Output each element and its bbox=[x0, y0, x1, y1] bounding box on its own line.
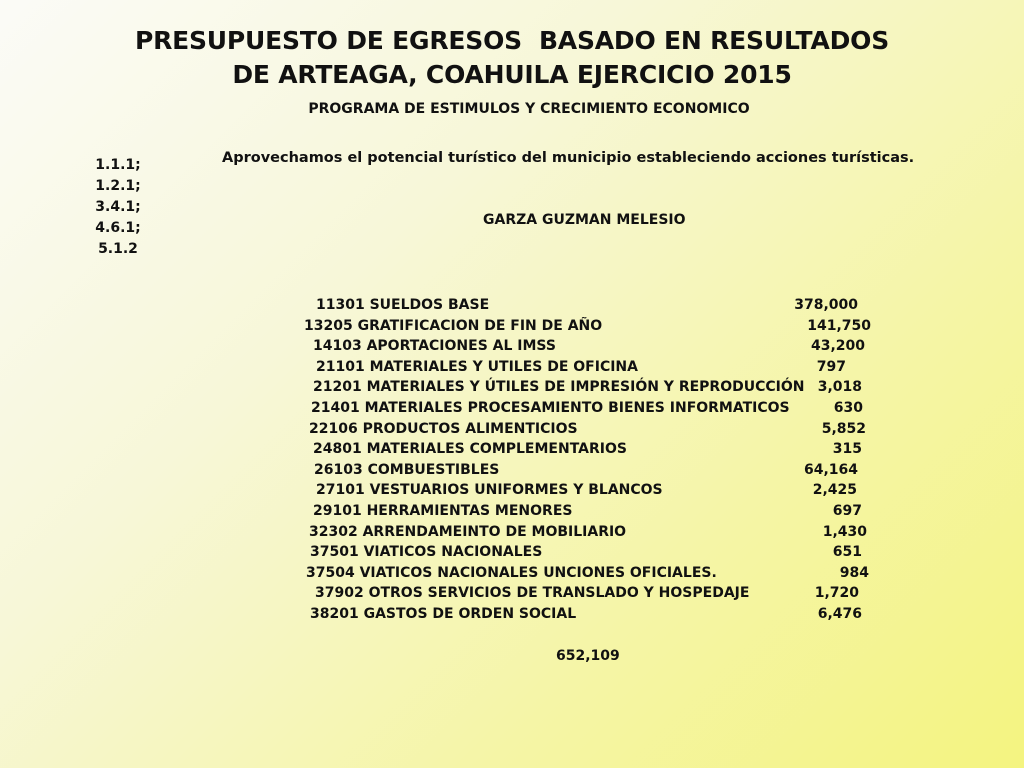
budget-row bbox=[0, 522, 1024, 543]
budget-amount: 3,018 bbox=[817, 379, 862, 396]
budget-concept: 24801 MATERIALES COMPLEMENTARIOS bbox=[313, 441, 627, 458]
code-item: 3.4.1; bbox=[95, 199, 141, 215]
budget-concept: 27101 VESTUARIOS UNIFORMES Y BLANCOS bbox=[316, 482, 663, 499]
budget-row bbox=[0, 419, 1024, 440]
budget-concept: 11301 SUELDOS BASE bbox=[316, 297, 490, 313]
budget-amount: 64,164 bbox=[803, 461, 858, 478]
budget-amount: 378,000 bbox=[794, 297, 858, 313]
budget-concept: 13205 GRATIFICACION DE FIN DE AÑO bbox=[304, 317, 603, 334]
responsible-name: GARZA GUZMAN MELESIO bbox=[483, 212, 686, 228]
budget-concept: 26103 COMBUESTIBLES bbox=[314, 461, 500, 478]
budget-concept: 37501 VIATICOS NACIONALES bbox=[310, 544, 543, 561]
budget-amount: 141,750 bbox=[807, 317, 871, 334]
budget-row bbox=[0, 398, 1024, 419]
budget-concept: 21201 MATERIALES Y ÚTILES DE IMPRESIÓN Y REPRODUCCIÓN bbox=[313, 379, 805, 396]
budget-row bbox=[0, 316, 1024, 337]
title-line-2: DE ARTEAGA, COAHUILA EJERCICIO 2015 bbox=[232, 60, 792, 89]
budget-amount: 43,200 bbox=[810, 338, 865, 355]
objective-text: Aprovechamos el potencial turístico del municipio estableciendo acciones turísticas. bbox=[222, 150, 915, 166]
budget-amount: 697 bbox=[832, 503, 862, 519]
budget-concept: 21101 MATERIALES Y UTILES DE OFICINA bbox=[316, 358, 638, 375]
budget-row bbox=[0, 439, 1024, 460]
program-name: PROGRAMA DE ESTIMULOS Y CRECIMIENTO ECONOMICO bbox=[308, 101, 750, 117]
code-item: 1.2.1; bbox=[95, 178, 141, 194]
code-item: 4.6.1; bbox=[95, 220, 141, 236]
budget-concept: 38201 GASTOS DE ORDEN SOCIAL bbox=[310, 606, 577, 622]
budget-total: 652,109 bbox=[556, 648, 620, 664]
budget-row bbox=[0, 480, 1024, 501]
budget-concept: 14103 APORTACIONES AL IMSS bbox=[313, 338, 556, 355]
budget-row bbox=[0, 563, 1024, 584]
code-item: 5.1.2 bbox=[98, 241, 138, 257]
budget-row bbox=[0, 377, 1024, 398]
budget-amount: 315 bbox=[832, 441, 862, 458]
budget-row bbox=[0, 460, 1024, 481]
budget-row bbox=[0, 542, 1024, 563]
budget-row bbox=[0, 357, 1024, 378]
budget-amount: 1,430 bbox=[822, 523, 867, 540]
budget-amount: 5,852 bbox=[821, 420, 866, 437]
code-item: 1.1.1; bbox=[95, 157, 141, 173]
budget-row bbox=[0, 583, 1024, 604]
budget-amount: 797 bbox=[816, 358, 846, 375]
budget-row bbox=[0, 336, 1024, 357]
budget-row bbox=[0, 295, 1024, 316]
budget-concept: 32302 ARRENDAMEINTO DE MOBILIARIO bbox=[309, 523, 627, 540]
title-line-1: PRESUPUESTO DE EGRESOS BASADO EN RESULTADOS bbox=[134, 26, 890, 55]
budget-amount: 1,720 bbox=[814, 585, 859, 602]
budget-amount: 6,476 bbox=[817, 606, 862, 622]
budget-amount: 2,425 bbox=[812, 482, 857, 499]
budget-concept: 37504 VIATICOS NACIONALES UNCIONES OFICIALES. bbox=[306, 564, 717, 581]
budget-concept: 29101 HERRAMIENTAS MENORES bbox=[313, 503, 573, 519]
budget-row bbox=[0, 604, 1024, 625]
budget-amount: 984 bbox=[839, 564, 869, 581]
budget-concept: 22106 PRODUCTOS ALIMENTICIOS bbox=[309, 420, 578, 437]
budget-row bbox=[0, 501, 1024, 522]
budget-amount: 630 bbox=[833, 400, 863, 416]
budget-concept: 21401 MATERIALES PROCESAMIENTO BIENES INFORMATICOS bbox=[311, 400, 790, 416]
budget-concept: 37902 OTROS SERVICIOS DE TRANSLADO Y HOSPEDAJE bbox=[315, 585, 750, 602]
budget-amount: 651 bbox=[832, 544, 862, 561]
